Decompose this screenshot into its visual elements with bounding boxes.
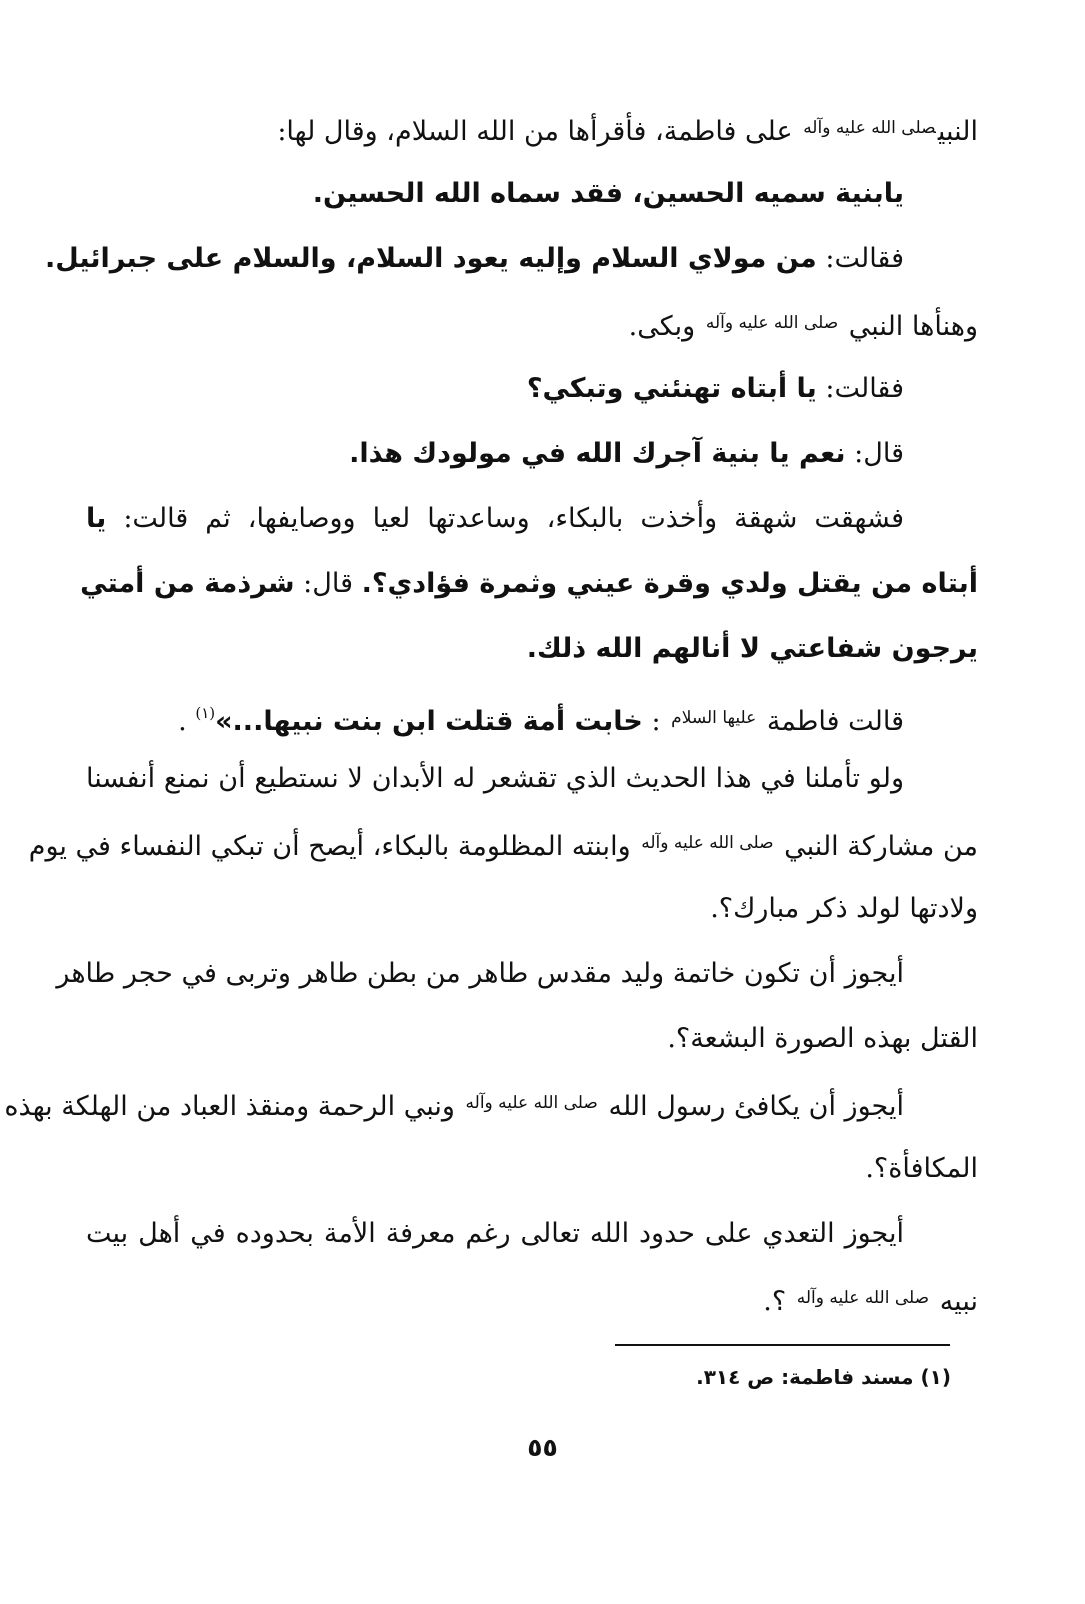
text-run: على فاطمة، فأقرأها من الله السلام، وقال لها: [277, 116, 793, 147]
text-line [86, 1136, 978, 1201]
footnote: (١) مسند فاطمة: ص ٣١٤. [696, 1365, 951, 1389]
text-run: ولادتها لولد ذكر مبارك؟. [710, 893, 978, 924]
text-line [28, 811, 978, 876]
text-run: فقالت: [825, 373, 904, 404]
text-line [56, 941, 978, 1006]
quote-text: خابت أمة قتلت ابن بنت نبيها...» [215, 706, 643, 737]
text-line [86, 746, 978, 811]
text-line [86, 421, 978, 486]
text-line [86, 96, 978, 161]
footnote-divider [615, 1344, 950, 1346]
text-run: القتل بهذه الصورة البشعة؟. [667, 1023, 978, 1054]
text-run: ولو تأملنا في هذا الحديث الذي تقشعر له الأبدان لا نستطيع أن نمنع أنفسنا [86, 763, 904, 794]
text-run: : [651, 706, 661, 737]
text-run: ونبي الرحمة ومنقذ العباد من الهلكة بهذه [4, 1091, 455, 1122]
body-text [4, 96, 978, 1331]
text-line [86, 486, 978, 551]
text-run: وبكى. [628, 311, 696, 342]
text-line [86, 616, 978, 681]
page-number: ٥٥ [527, 1433, 558, 1462]
text-line [86, 1201, 978, 1266]
text-line [86, 1006, 978, 1071]
salawat-glyph: صلى الله عليه وآله [465, 1093, 598, 1113]
text-run: المكافأة؟. [865, 1153, 978, 1184]
quote-text: يابنية سميه الحسين، فقد سماه الله الحسين. [312, 178, 904, 209]
text-line [86, 291, 978, 356]
text-line [80, 551, 978, 616]
text-run: أيجوز أن يكافئ رسول الله [608, 1091, 904, 1122]
text-run: وابنته المظلومة بالبكاء، أيصح أن تبكي النفساء في يوم [28, 831, 631, 862]
text-line [86, 1266, 978, 1331]
salawat-glyph: صلى الله عليه وآله [641, 833, 774, 853]
text-run: من مشاركة النبي [784, 831, 978, 862]
text-line [86, 356, 978, 421]
text-line [86, 876, 978, 941]
text-line [86, 681, 978, 746]
quote-text: يرجون شفاعتي لا أنالهم الله ذلك. [526, 633, 978, 664]
salawat-glyph: صلى الله عليه وآله [796, 1288, 930, 1308]
text-run: وهنأها النبي [848, 311, 978, 342]
footnote-marker: (١) [195, 704, 216, 722]
text-run: أيجوز التعدي على حدود الله تعالى رغم معرفة الأمة بحدوده في أهل بيت [86, 1218, 904, 1249]
text-run: . [178, 706, 187, 737]
salawat-glyph: صلى الله عليه وآله [705, 313, 839, 333]
salawat-glyph: صلى الله عليه وآله [803, 118, 936, 138]
text-run: ؟. [763, 1286, 787, 1317]
text-run: نبيه [939, 1286, 978, 1317]
quote-text: نعم يا بنية آجرك الله في مولودك هذا. [349, 438, 846, 469]
quote-text: شرذمة من أمتي [80, 568, 295, 599]
text-run: فقالت: [825, 243, 904, 274]
text-run: النبي [937, 116, 978, 147]
quote-text: أبتاه من يقتل ولدي وقرة عيني وثمرة فؤادي؟. [361, 568, 978, 599]
text-line [86, 161, 978, 226]
quote-text: من مولاي السلام وإليه يعود السلام، والسلام على جبرائيل. [44, 243, 817, 274]
text-run: قالت فاطمة [766, 706, 904, 737]
quote-text: يا [86, 503, 107, 534]
text-run: أيجوز أن تكون خاتمة وليد مقدس طاهر من بطن طاهر وتربى في حجر طاهر [56, 958, 904, 989]
text-run: فشهقت شهقة وأخذت بالبكاء، وساعدتها لعيا ووصايفها، ثم قالت: [123, 503, 904, 534]
text-line [44, 226, 978, 291]
quote-text: يا أبتاه تهنئني وتبكي؟ [526, 373, 817, 404]
text-run: قال: [854, 438, 904, 469]
honorific-glyph: عليها السلام [671, 708, 757, 728]
text-run: قال: [303, 568, 353, 599]
text-line [4, 1071, 978, 1136]
